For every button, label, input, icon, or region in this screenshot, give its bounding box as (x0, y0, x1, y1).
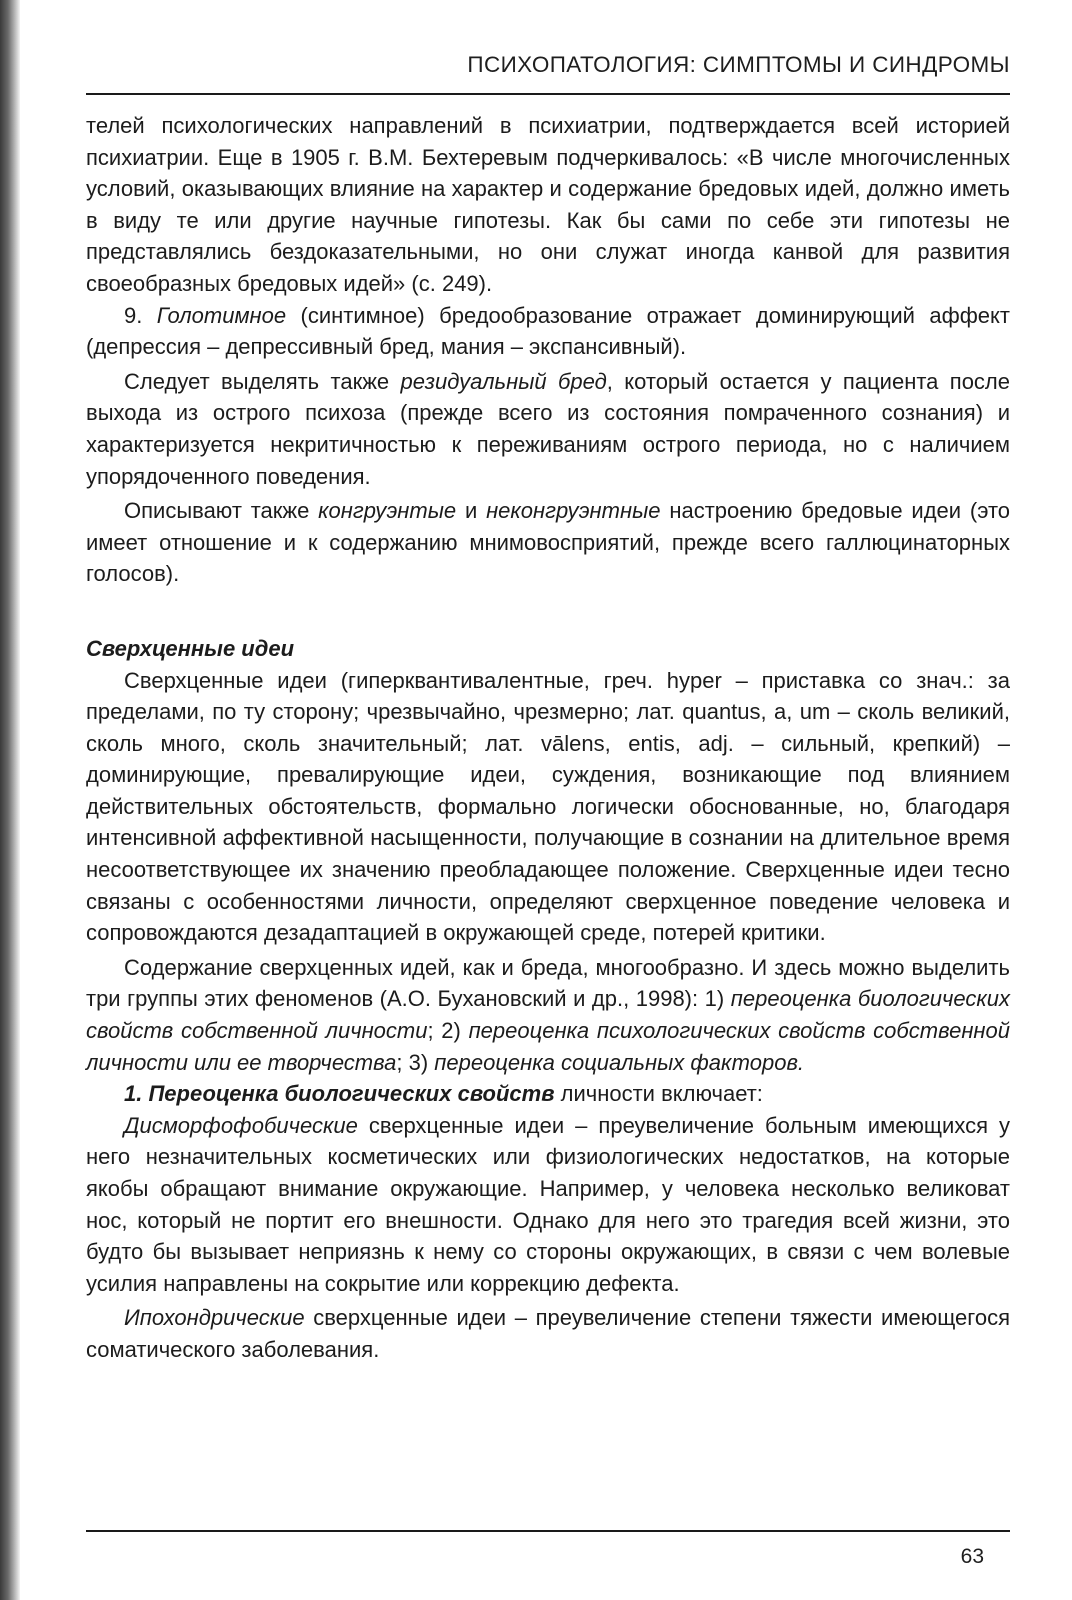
paragraph-text: настроению бредовые идеи (это имеет отношение и к содержанию мнимовосприятий, прежде всего галлюцинаторных голосов). (86, 498, 1011, 587)
book-binding-shadow (0, 0, 20, 1600)
term-congruent: конгруэнтые (318, 498, 457, 524)
term-dysmorphophobic: Дисморфофобические (124, 1112, 358, 1138)
header-rule (86, 93, 1010, 95)
paragraph-text: (синтимное) бредообразование отражает доминирующий аффект (депрессия – депрессивный бред, мания – экспансивный). (86, 302, 1010, 360)
paragraph-subheading-biological (86, 1078, 1010, 1110)
paragraph-text: Описывают также (124, 498, 319, 524)
paragraph-residual (86, 366, 1010, 492)
subheading-biological: 1. Переоценка биологических свойств (124, 1081, 555, 1107)
group-3: переоценка социальных факторов. (434, 1049, 805, 1075)
term-hypochondriac: Ипохондрические (124, 1305, 305, 1331)
group-2: переоценка психологических свойств собственной личности или ее творчества (86, 1018, 1010, 1075)
section-heading: Сверхценные идеи (86, 635, 295, 661)
group-1: переоценка биологических свойств собственной личности (86, 986, 1010, 1044)
paragraph-dysmorphophobic (86, 1110, 1010, 1300)
paragraph-text: ; 3) (396, 1049, 435, 1075)
page-body (86, 110, 1010, 1366)
term-holothymic: Голотимное (156, 302, 287, 328)
paragraph-overvalued-definition: Сверхценные идеи (гиперквантивалентные, греч. hyper – приставка со знач.: за пределами, по ту сторону; чрезвычайно, чрезмерно; лат. quantus, a, um – сколь великий, сколь много, сколь значительный; лат. vālens, entis, adj. – сильный, крепкий) – доминирующие, превалирующие идеи, суждения, возникающие под влиянием действительных обстоятельств, формально логически обоснованные, но, благодаря интенсивной аффективной насыщенности, получающие в сознании на длительное время несоответствующее их значению преобладающее положение. Сверхценные идеи тесно связаны с особенностями личности, определяют сверхценное поведение человека и сопровождаются дезадаптацией в окружающей среде, потерей критики. (86, 667, 1010, 946)
paragraph-three-groups (86, 952, 1010, 1078)
list-number: 9. (124, 302, 157, 328)
paragraph-holothymic (86, 300, 1010, 363)
paragraph-text: личности включает: (554, 1081, 763, 1107)
paragraph-continued: телей психологических направлений в психиатрии, подтверждается всей историей психиатрии. Еще в 1905 г. В.М. Бехтеревым подчеркивалось: «В числе многочисленных условий, оказывающих влияние на характер и содержание бредовых идей, должно иметь в виду те или другие научные гипотезы. Как бы сами по себе эти гипотезы не представлялись бездоказательными, но они служат иногда канвой для развития своеобразных бредовых идей» (с. 249). (86, 113, 1010, 296)
page-number: 63 (960, 1545, 984, 1568)
paragraph-text: и (456, 498, 487, 524)
paragraph-text: сверхценные идеи – преувеличение больным имеющихся у него незначительных косметических или физиологических недостатков, на которые якобы обращают внимание окружающие. Например, у человека несколько великоват нос, который не портит его внешности. Однако для него это трагедия всей жизни, это будто бы вызывает неприязнь к нему со стороны окружающих, в связи с чем волевые усилия направлены на сокрытие или коррекцию дефекта. (86, 1112, 1010, 1296)
paragraph-hypochondriac (86, 1302, 1010, 1365)
paragraph-congruent (86, 495, 1010, 590)
term-incongruent: неконгруэнтные (486, 498, 661, 524)
running-header: ПСИХОПАТОЛОГИЯ: СИМПТОМЫ И СИНДРОМЫ (467, 52, 1010, 77)
paragraph-text: сверхценные идеи – преувеличение степени тяжести имеющегося соматического заболевания. (86, 1305, 1010, 1362)
term-residual-delusion: резидуальный бред (400, 368, 607, 394)
paragraph-text: Содержание сверхценных идей, как и бреда, многообразно. И здесь можно выделить три группы этих феноменов (А.О. Бухановский и др., 1998): 1) (86, 954, 1010, 1012)
paragraph-text: , который остается у пациента после выхода из острого психоза (прежде всего из состояния помраченного сознания) и характеризуется некритичностью к переживаниям острого периода, но с наличием упорядоченного поведения. (86, 368, 1010, 489)
paragraph-text: ; 2) (427, 1018, 469, 1044)
paragraph-text: Следует выделять также (124, 368, 401, 394)
footer-rule (86, 1530, 1010, 1532)
